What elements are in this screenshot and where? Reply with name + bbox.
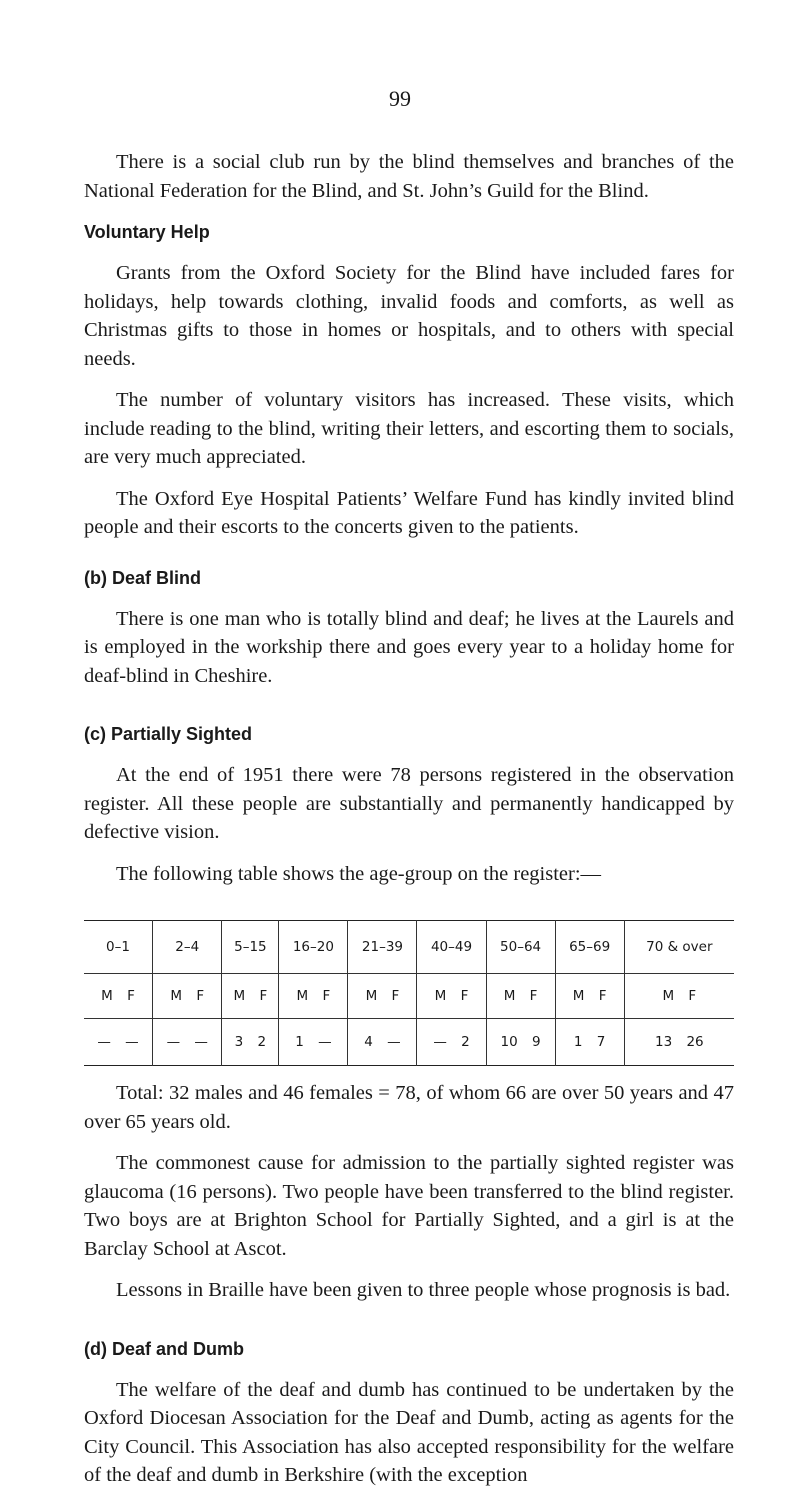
count-cell: — — xyxy=(153,1019,222,1066)
age-group-cell: 2–4 xyxy=(153,921,222,974)
age-group-table xyxy=(84,920,734,1066)
sex-header-cell: M F xyxy=(348,974,417,1019)
age-group-cell: 70 & over xyxy=(624,921,734,974)
paragraph: The Oxford Eye Hospital Patients’ Welfare Fund has kindly invited blind people and their escorts to the concerts given to the patients. xyxy=(84,487,734,538)
sex-header-cell: M F xyxy=(153,974,222,1019)
heading-deaf-blind: (b) Deaf Blind xyxy=(84,567,201,588)
count-cell: 4 — xyxy=(348,1019,417,1066)
sex-header-cell: M F xyxy=(84,974,153,1019)
heading-deaf-dumb: (d) Deaf and Dumb xyxy=(84,1338,244,1359)
heading-partially-sighted: (c) Partially Sighted xyxy=(84,724,253,744)
sex-header-cell: M F xyxy=(417,974,486,1019)
paragraph-total: Total: 32 males and 46 females = 78, of whom 66 are over 50 years and 47 over 65 years old. xyxy=(84,1082,734,1133)
age-group-cell: 50–64 xyxy=(486,921,555,974)
sex-header-cell: M F xyxy=(279,974,348,1019)
paragraph: Grants from the Oxford Society for the Blind have included fares for holidays, help towards clothing, invalid foods and comforts, as well as Christmas gifts to those in homes or hospitals, and to others with special needs. xyxy=(84,262,734,370)
sex-header-cell: M F xyxy=(555,974,624,1019)
paragraph: The welfare of the deaf and dumb has continued to be undertaken by the Oxford Diocesan Association for the Deaf and Dumb, acting as agents for the City Council. This Association has also accepted responsibility for the welfare of the deaf and dumb in Berkshire (with the exception xyxy=(84,1378,734,1486)
age-group-cell: 5–15 xyxy=(222,921,279,974)
count-cell: — — xyxy=(97,1034,139,1050)
age-group-cell: 40–49 xyxy=(417,921,486,974)
sex-header-cell: M F xyxy=(222,974,279,1019)
age-group-cell: 65–69 xyxy=(555,921,624,974)
paragraph: The following table shows the age-group on the register:— xyxy=(116,862,602,885)
sex-header-cell: M F xyxy=(624,974,734,1019)
age-group-cell: 21–39 xyxy=(348,921,417,974)
paragraph: There is one man who is totally blind and deaf; he lives at the Laurels and is employed in the workship there and goes every year to a holiday home for deaf-blind in Cheshire. xyxy=(84,607,734,687)
page-body xyxy=(84,148,734,1490)
page-number: 99 xyxy=(389,86,411,111)
count-cell: 1 7 xyxy=(555,1019,624,1066)
count-cell: 1 — xyxy=(279,1019,348,1066)
count-row xyxy=(84,1019,734,1066)
paragraph: At the end of 1951 there were 78 persons registered in the observation register. All these people are substantially and permanently handicapped by defective vision. xyxy=(84,764,734,843)
age-group-header-row xyxy=(84,921,734,974)
paragraph: The number of voluntary visitors has increased. These visits, which include reading to the blind, writing their letters, and escorting them to socials, are very much appreciated. xyxy=(84,389,734,468)
count-cell: 10 9 xyxy=(486,1019,555,1066)
heading-voluntary-help: Voluntary Help xyxy=(84,222,210,242)
count-cell: 13 26 xyxy=(624,1019,734,1066)
paragraph: The commonest cause for admission to the partially sighted register was glaucoma (16 persons). Two people have been transferred to the blind register. Two boys are at Brighton School for Partially Sighted, and a girl is at the Barclay School at Ascot. xyxy=(84,1152,734,1260)
sex-header-cell: M F xyxy=(486,974,555,1019)
sex-header-row xyxy=(84,974,734,1019)
paragraph: Lessons in Braille have been given to three people whose prognosis is bad. xyxy=(116,1279,731,1301)
count-cell: 3 2 xyxy=(222,1019,279,1066)
count-cell: — 2 xyxy=(417,1019,486,1066)
age-group-cell: 16–20 xyxy=(279,921,348,974)
paragraph-social-club: There is a social club run by the blind themselves and branches of the National Federation for the Blind, and St. John’s Guild for the Blind. xyxy=(84,151,734,202)
age-group-cell: 0–1 xyxy=(84,921,153,974)
